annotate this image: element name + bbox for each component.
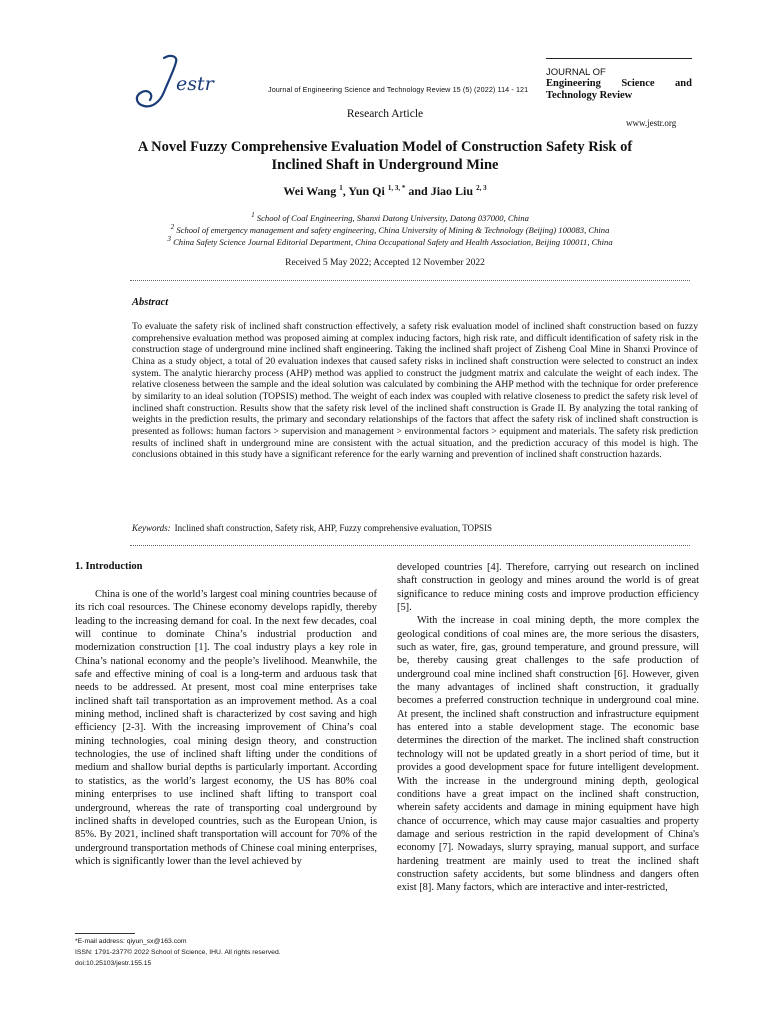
article-type: Research Article [346,108,424,120]
affiliation-2 [90,223,690,235]
svg-text:estr: estr [176,73,214,95]
author-3: and Jiao Liu [405,184,474,198]
keywords-label: Keywords: [132,523,171,533]
affiliation-2-sup: 2 [170,223,175,231]
author-3-sup: 2, 3 [476,184,487,192]
footnote-doi: doi:10.25103/jestr.155.15 [75,960,152,967]
divider [130,280,690,281]
divider [130,545,690,546]
journal-reference: Journal of Engineering Science and Technology Review 15 (5) (2022) 114 - 121 [268,85,529,94]
author-2-sup: 1, 3, * [387,184,406,192]
title-line-2: Inclined Shaft in Underground Mine [271,157,499,173]
affiliation-1-text: School of Coal Engineering, Shanxi Datong University, Datong 037000, China [256,212,529,223]
abstract-heading: Abstract [132,297,169,308]
title-line-1: A Novel Fuzzy Comprehensive Evaluation Model of Construction Safety Risk of [137,139,633,155]
author-2: , Yun Qi [342,184,385,198]
keywords-text: Inclined shaft construction, Safety risk, AHP, Fuzzy comprehensive evaluation, TOPSIS [174,523,493,533]
journal-name-line1: Engineering Science and [546,78,692,89]
section-heading: 1. Introduction [75,561,143,572]
paragraph: With the increase in coal mining depth, the more complex the geological conditions of coal mines are, the more serious the disasters, such as water, fire, gas, ground temperature, and ground pressure, will be, thereby causing great challenges to the safe production of underground coal mine inclined shaft construction [6]. However, given the many advantages of inclined shaft construction, it gradually becomes a preferred construction technique in underground coal mine. At present, the inclined shaft construction and infrastructure equipment has entered into a stable development stage. The economic base determines the direction of the market. The inclined shaft construction technology will not be updated greatly in a short period of time, but it provides a good development space for future intelligent development. With the increase in the underground mining depth, geological conditions have a great impact on the inclined shaft construction, wherein safety accidents and damage in mining equipment have high chance of occurrence, which may cause major casualties and property damage and serious restriction in the rapid development of China's economy [7]. Nowadays, slurry spraying, manual support, and surface hardening treatment are mainly used to treat the inclined shaft construction safety accidents, but some blindness and dangers often exist [8]. Many factors, which are interactive and inter-restricted, [397,615,699,894]
divider [546,58,692,59]
body-column-left [75,588,377,868]
affiliation-3-text: China Safety Science Journal Editorial Department, China Occupational Safety and Health Association, Beijing 100011, China [173,236,613,247]
affiliation-1 [90,211,690,223]
paragraph: China is one of the world’s largest coal mining countries because of its rich coal resources. The Chinese economy develops rapidly, thereby leading to the increasing demand for coal. In the next few decades, coal will continue to dominate China’s industrial production and modernization construction [1]. The coal industry plays a key role in China’s national economy and the people’s livelihood. Meanwhile, the safe and effective mining of coal is a long-term and arduous task that needs to be addressed. At present, most coal mine enterprises take inclined shaft tail transportation as an improvement method. As a coal mining method, inclined shaft is characterized by cost saving and high efficiency [2-3]. With the increasing improvement of China’s coal mining technologies, coal mining design theory, and construction technologies, the use of inclined shaft lifting under the conditions of medium and shallow burial depths is particularly important. According to statistics, as the world’s largest economy, the US has 80% coal mining enterprises to use inclined shaft lifting to transport coal underground, whereas the rate of transporting coal underground by inclined shafts in developed countries, such as the European Union, is 85%. By 2021, inclined shaft transportation will account for 70% of the underground transportation methods of Chinese coal mining enterprises, which is significantly lower than the level achieved by [75,589,377,867]
footnote-divider [75,933,135,934]
footnote-issn: ISSN: 1791-2377© 2022 School of Science, IHU. All rights reserved. [75,949,281,956]
journal-name-line2: Technology Review [546,90,633,101]
author-1-sup: 1 [339,184,343,192]
affiliation-2-text: School of emergency management and safety engineering, China University of Mining & Technology (Beijing) 100083, China [176,224,610,235]
journal-logo [128,52,238,114]
affiliation-3 [90,235,690,247]
affiliation-3-sup: 3 [167,235,171,243]
received-date: Received 5 May 2022; Accepted 12 November 2022 [285,258,485,268]
abstract-text: To evaluate the safety risk of inclined shaft construction effectively, a safety risk evaluation model of inclined shaft construction based on fuzzy comprehensive evaluation method was proposed aiming at complex inducing factors, high risk rate, and difficult identification of safety risk in the construction stage of underground mine inclined shaft engineering. Taking the inclined shaft project of Zisheng Coal Mine in Shanxi Province of China as a study object, a total of 20 evaluation indexes that caused safety risks in inclined shaft construction were selected to construct an index system. The analytic hierarchy process (AHP) method was applied to construct the judgment matrix and calculate the weight of each index. The relative closeness between the sample and the ideal solution was calculated by combining the AHP method with the technique for order preference by similarity to an ideal solution (TOPSIS) method. The weight of each index was coupled with relative closeness to predict the safety risk level of inclined shaft construction. Results show that the safety risk level of the inclined shaft construction is Grade II. By analyzing the total ranking of weights in the prediction results, the primary and secondary relationships of the factors that affect the safety risk of inclined shaft construction is presented as follows: human factors > supervision and management > environmental factors > equipment and materials. The safety risk prediction results of inclined shaft in underground mine are consistent with the actual situation, and the prediction accuracy of this model is high. The conclusions obtained in this study have a significant reference for the early warning and prevention of inclined shaft construction hazards. [132,321,698,461]
paper-title [90,138,680,174]
paragraph: developed countries [4]. Therefore, carrying out research on inclined shaft construction in geology and mines around the world is of great significance to reduce mining costs and improve production efficiency [5]. [397,562,699,614]
footnote-email: *E-mail address: qiyun_sx@163.com [75,938,187,945]
affiliation-1-sup: 1 [251,211,255,219]
author-1: Wei Wang [283,184,337,198]
journal-title-box [546,58,692,102]
body-column-right [397,561,699,895]
keywords [132,523,492,533]
journal-label: JOURNAL OF [546,67,606,78]
journal-url[interactable]: www.jestr.org [626,118,677,128]
author-list [0,184,770,199]
